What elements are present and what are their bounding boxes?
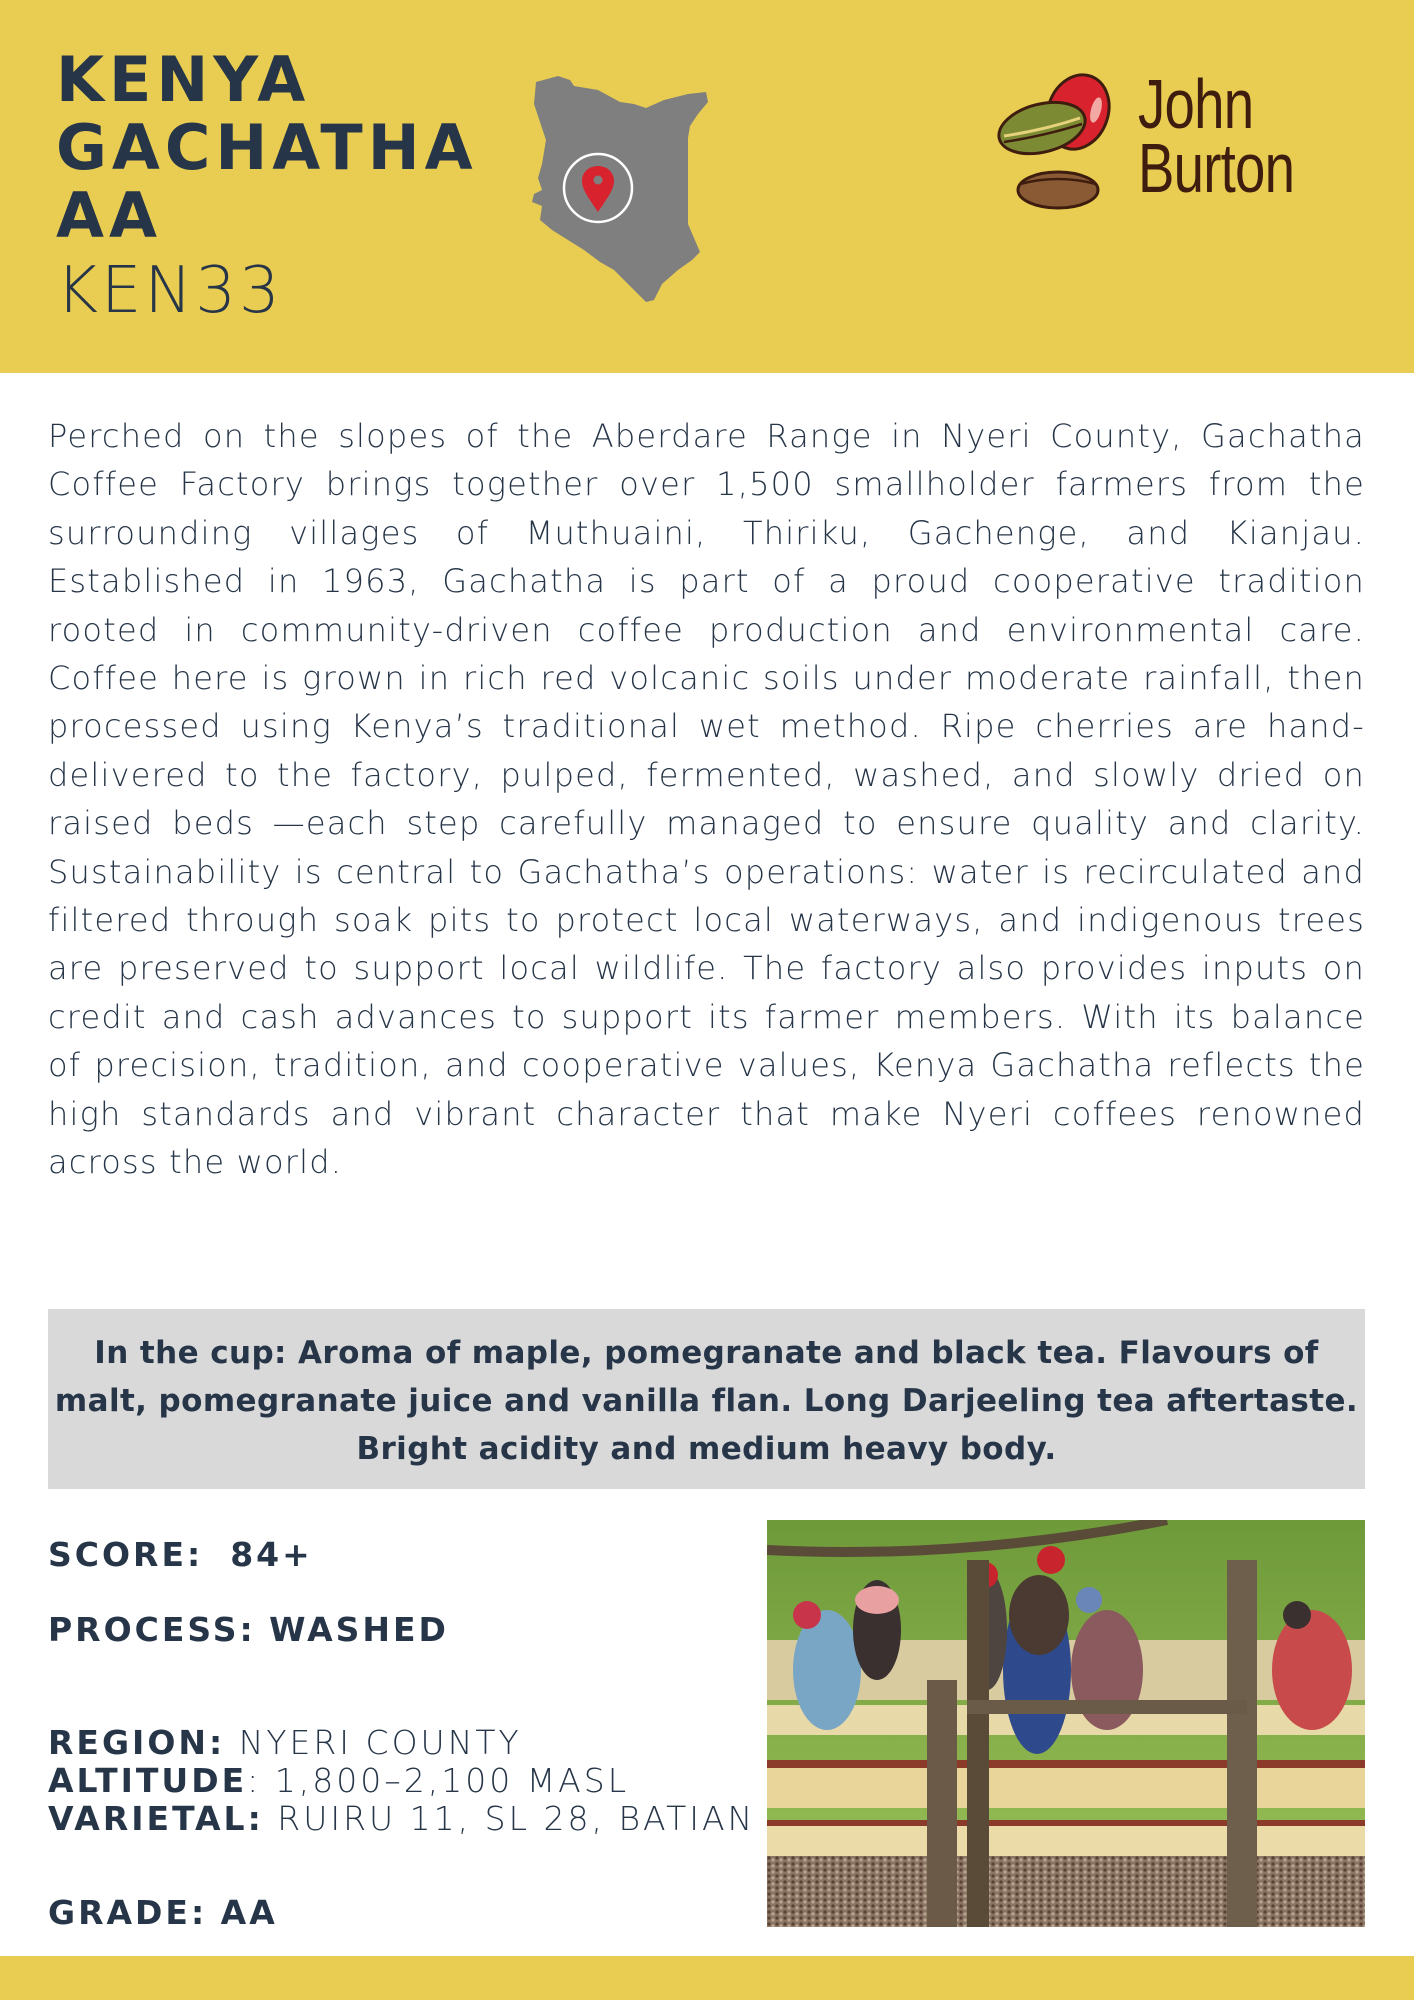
fact-value: NYERI COUNTY — [238, 1723, 522, 1762]
fact-process — [48, 1611, 449, 1649]
header-band — [0, 0, 1414, 373]
fact-grade — [48, 1894, 278, 1932]
fact-altitude — [48, 1762, 629, 1800]
cup-notes-text: In the cup: Aroma of maple, pomegranate and black tea. Flavours of malt, pomegranate juice and vanilla flan. Long Darjeeling tea aftertaste. Bright acidity and medium heavy body. — [54, 1335, 1359, 1467]
fact-value: 1,800–2,100 MASL — [274, 1761, 630, 1800]
fact-label: VARIETAL: — [48, 1799, 264, 1838]
kenya-map-location-pin-icon — [528, 74, 714, 302]
fact-label: GRADE: — [48, 1893, 208, 1932]
logo-text-first: John — [1138, 65, 1254, 143]
fact-value: AA — [220, 1893, 278, 1932]
coffee-drying-beds-photo — [767, 1520, 1365, 1927]
fact-varietal — [48, 1800, 755, 1838]
kenya-map-shape — [532, 76, 708, 302]
title-line-name: GACHATHA — [56, 111, 478, 184]
footer-band — [0, 1956, 1414, 2000]
fact-region — [48, 1724, 522, 1762]
logo-wordmark — [1138, 65, 1295, 207]
fact-label: SCORE: — [48, 1535, 204, 1574]
coffee-beans-logo-icon — [994, 66, 1124, 216]
logo-text-last: Burton — [1138, 129, 1295, 207]
fact-label: REGION: — [48, 1723, 226, 1762]
origin-description: Perched on the slopes of the Aberdare Range in Nyeri County, Gachatha Coffee Factory brings together over 1,500 smallholder farmers from the surrounding villages of Muthuaini, Thiriku, Gachenge, and Kianjau. Established in 1963, Gachatha is part of a proud cooperative tradition rooted in community-driven coffee production and environmental care. Coffee here is grown in rich red volcanic soils under moderate rainfall, then processed using Kenya’s traditional wet method. Ripe cherries are hand-delivered to the factory, pulped, fermented, washed, and slowly dried on raised beds —each step carefully managed to ensure quality and clarity. Sustainability is central to Gachatha’s operations: water is recirculated and filtered through soak pits to protect local waterways, and indigenous trees are preserved to support local wildlife. The factory also provides inputs on credit and cash advances to support its farmer members. With its balance of precision, tradition, and cooperative values, Kenya Gachatha reflects the high standards and vibrant character that make Nyeri coffees renowned across the world. — [48, 417, 1365, 1182]
fact-value: WASHED — [269, 1610, 449, 1649]
title-line-country: KENYA — [56, 43, 311, 116]
john-burton-logo — [994, 66, 1334, 216]
title-line-grade: AA — [56, 179, 162, 252]
fact-label: PROCESS: — [48, 1610, 256, 1649]
product-code: KEN33 — [56, 254, 283, 328]
fact-value: 84+ — [230, 1535, 313, 1574]
fact-score — [48, 1536, 313, 1574]
fact-colon: : — [247, 1761, 262, 1800]
cup-notes-box — [48, 1309, 1365, 1489]
fact-value: RUIRU 11, SL 28, BATIAN — [277, 1799, 756, 1838]
fact-label: ALTITUDE — [48, 1761, 248, 1800]
coffee-title — [56, 43, 478, 252]
